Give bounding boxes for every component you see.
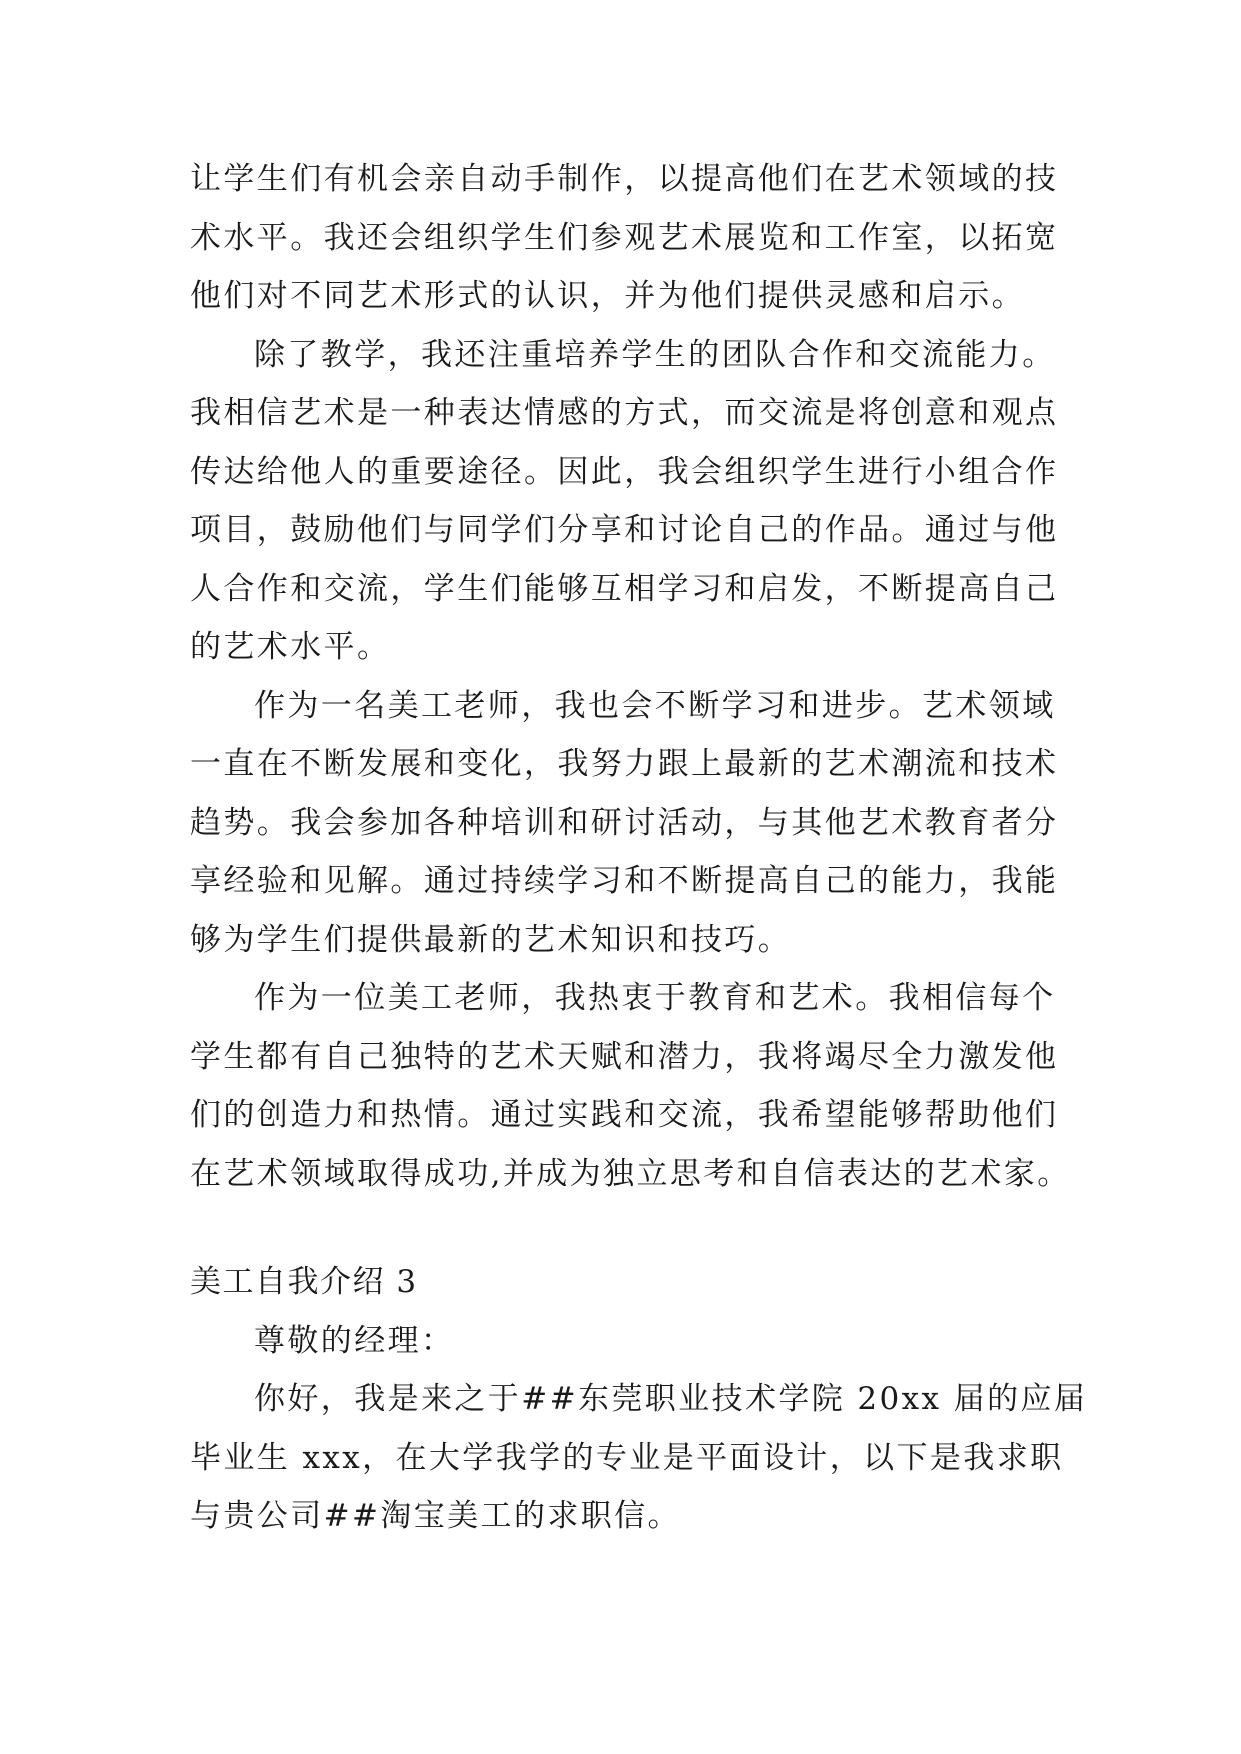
text-line: 学生都有自己独特的艺术天赋和潜力，我将竭尽全力激发他 xyxy=(190,1038,1059,1075)
paragraph-2 xyxy=(190,326,1059,677)
text-line: 够为学生们提供最新的艺术知识和技巧。 xyxy=(190,921,792,958)
text-line: 让学生们有机会亲自动手制作，以提高他们在艺术领域的技 xyxy=(190,161,1059,197)
text-line: 我相信艺术是一种表达情感的方式，而交流是将创意和观点 xyxy=(190,395,1059,431)
section-spacer xyxy=(190,1203,1052,1253)
paragraph-5 xyxy=(190,1370,1088,1546)
text-line: 他们对不同艺术形式的认识，并为他们提供灵感和启示。 xyxy=(190,278,1025,314)
text-line: 毕业生 xxx，在大学我学的专业是平面设计，以下是我求职 xyxy=(190,1439,1064,1476)
paragraph-3 xyxy=(190,677,1059,970)
paragraph-4 xyxy=(190,969,1071,1203)
text-line: 在艺术领域取得成功,并成为独立思考和自信表达的艺术家。 xyxy=(190,1155,1071,1192)
text-line: 术水平。我还会组织学生们参观艺术展览和工作室，以拓宽 xyxy=(190,219,1059,256)
document-page xyxy=(190,150,1088,1546)
text-line: 作为一名美工老师，我也会不断学习和进步。艺术领域 xyxy=(254,687,1056,724)
text-line: 一直在不断发展和变化，我努力跟上最新的艺术潮流和技术 xyxy=(190,746,1059,782)
paragraph-1 xyxy=(190,150,1059,326)
text-line: 你好，我是来之于##东莞职业技术学院 20xx 届的应届 xyxy=(254,1381,1088,1417)
text-line: 趋势。我会参加各种培训和研讨活动，与其他艺术教育者分 xyxy=(190,804,1059,841)
section-heading: 美工自我介绍 3 xyxy=(190,1264,418,1300)
text-line: 人合作和交流，学生们能够互相学习和启发，不断提高自己 xyxy=(190,570,1059,607)
text-line: 的艺术水平。 xyxy=(190,629,391,665)
text-line: 与贵公司##淘宝美工的求职信。 xyxy=(190,1498,681,1534)
greeting-line: 尊敬的经理： xyxy=(254,1322,455,1359)
text-line: 作为一位美工老师，我热衷于教育和艺术。我相信每个 xyxy=(254,980,1056,1016)
text-line: 除了教学，我还注重培养学生的团队合作和交流能力。 xyxy=(254,336,1056,373)
text-line: 项目，鼓励他们与同学们分享和讨论自己的作品。通过与他 xyxy=(190,512,1059,548)
text-line: 传达给他人的重要途径。因此，我会组织学生进行小组合作 xyxy=(190,453,1059,490)
text-line: 享经验和见解。通过持续学习和不断提高自己的能力，我能 xyxy=(190,863,1059,899)
text-line: 们的创造力和热情。通过实践和交流，我希望能够帮助他们 xyxy=(190,1097,1059,1133)
